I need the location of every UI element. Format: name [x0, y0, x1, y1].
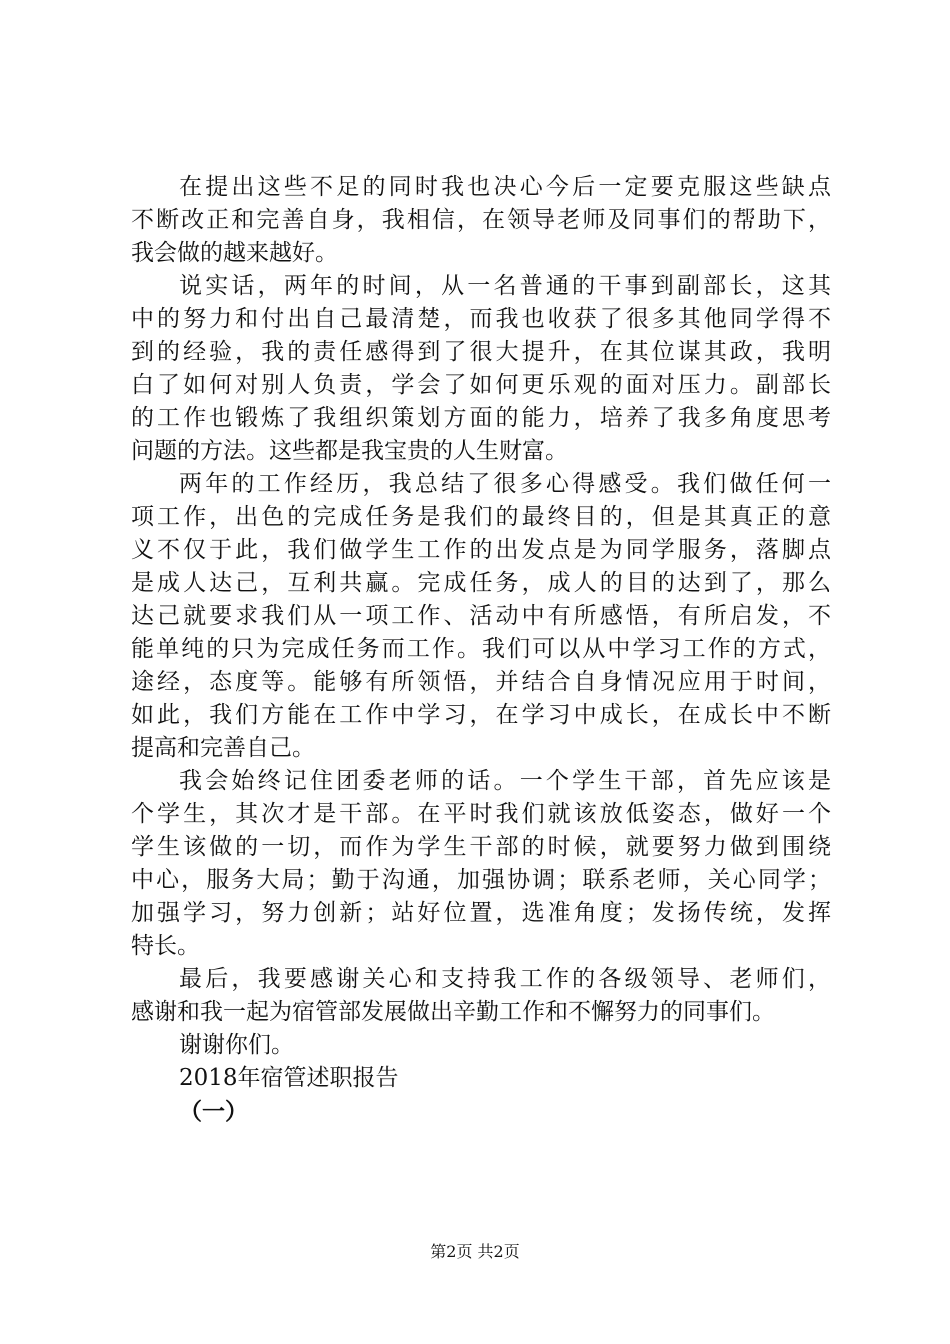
paragraph-3-line-2: 项工作，出色的完成任务是我们的最终目的，但是其真正的意	[131, 504, 831, 530]
paragraph-2-line-2: 中的努力和付出自己最清楚，而我也收获了很多其他同学得不	[131, 306, 831, 332]
paragraph-3-line-6: 能单纯的只为完成任务而工作。我们可以从中学习工作的方式，	[131, 636, 831, 662]
paragraph-4-line-2: 个学生，其次才是干部。在平时我们就该放低姿态，做好一个	[131, 801, 831, 827]
document-body	[131, 171, 831, 1128]
closing-line: 谢谢你们。	[179, 1032, 294, 1058]
paragraph-4-line-4: 中心，服务大局；勤于沟通，加强协调；联系老师，关心同学；	[131, 867, 831, 893]
paragraph-3-line-4: 是成人达己，互利共赢。完成任务，成人的目的达到了，那么	[131, 570, 831, 596]
paragraph-5-line-1: 最后，我要感谢关心和支持我工作的各级领导、老师们，	[179, 966, 831, 992]
page-footer: 第2页 共2页	[430, 1242, 520, 1261]
paragraph-4-line-3: 学生该做的一切，而作为学生干部的时候，就要努力做到围绕	[131, 834, 831, 860]
paragraph-3-line-9: 提高和完善自己。	[131, 735, 315, 761]
paragraph-4-line-6: 特长。	[131, 933, 200, 959]
paragraph-5-line-2: 感谢和我一起为宿管部发展做出辛勤工作和不懈努力的同事们。	[131, 999, 775, 1025]
paragraph-1-line-1: 在提出这些不足的同时我也决心今后一定要克服这些缺点	[179, 174, 831, 200]
paragraph-3-line-7: 途经，态度等。能够有所领悟，并结合自身情况应用于时间，	[131, 669, 831, 695]
paragraph-4-line-5: 加强学习，努力创新；站好位置，选准角度；发扬传统，发挥	[131, 900, 831, 926]
paragraph-1-line-2: 不断改正和完善自身，我相信，在领导老师及同事们的帮助下，	[131, 207, 831, 233]
paragraph-2-line-6: 问题的方法。这些都是我宝贵的人生财富。	[131, 438, 568, 464]
paragraph-2-line-4: 白了如何对别人负责，学会了如何更乐观的面对压力。副部长	[131, 372, 831, 398]
paragraph-2-line-3: 到的经验，我的责任感得到了很大提升，在其位谋其政，我明	[131, 339, 831, 365]
paragraph-2-line-1: 说实话，两年的时间，从一名普通的干事到副部长，这其	[179, 273, 831, 299]
report-subheading: （一）	[179, 1098, 248, 1125]
paragraph-1-line-3: 我会做的越来越好。	[131, 240, 338, 266]
report-heading: 2018年宿管述职报告	[179, 1065, 399, 1091]
paragraph-2-line-5: 的工作也锻炼了我组织策划方面的能力，培养了我多角度思考	[131, 405, 831, 431]
paragraph-3-line-3: 义不仅于此，我们做学生工作的出发点是为同学服务，落脚点	[131, 537, 831, 563]
paragraph-4-line-1: 我会始终记住团委老师的话。一个学生干部，首先应该是	[179, 768, 831, 794]
paragraph-3-line-5: 达己就要求我们从一项工作、活动中有所感悟，有所启发，不	[131, 603, 831, 629]
paragraph-3-line-8: 如此，我们方能在工作中学习，在学习中成长，在成长中不断	[131, 702, 831, 728]
paragraph-3-line-1: 两年的工作经历，我总结了很多心得感受。我们做任何一	[179, 471, 831, 497]
